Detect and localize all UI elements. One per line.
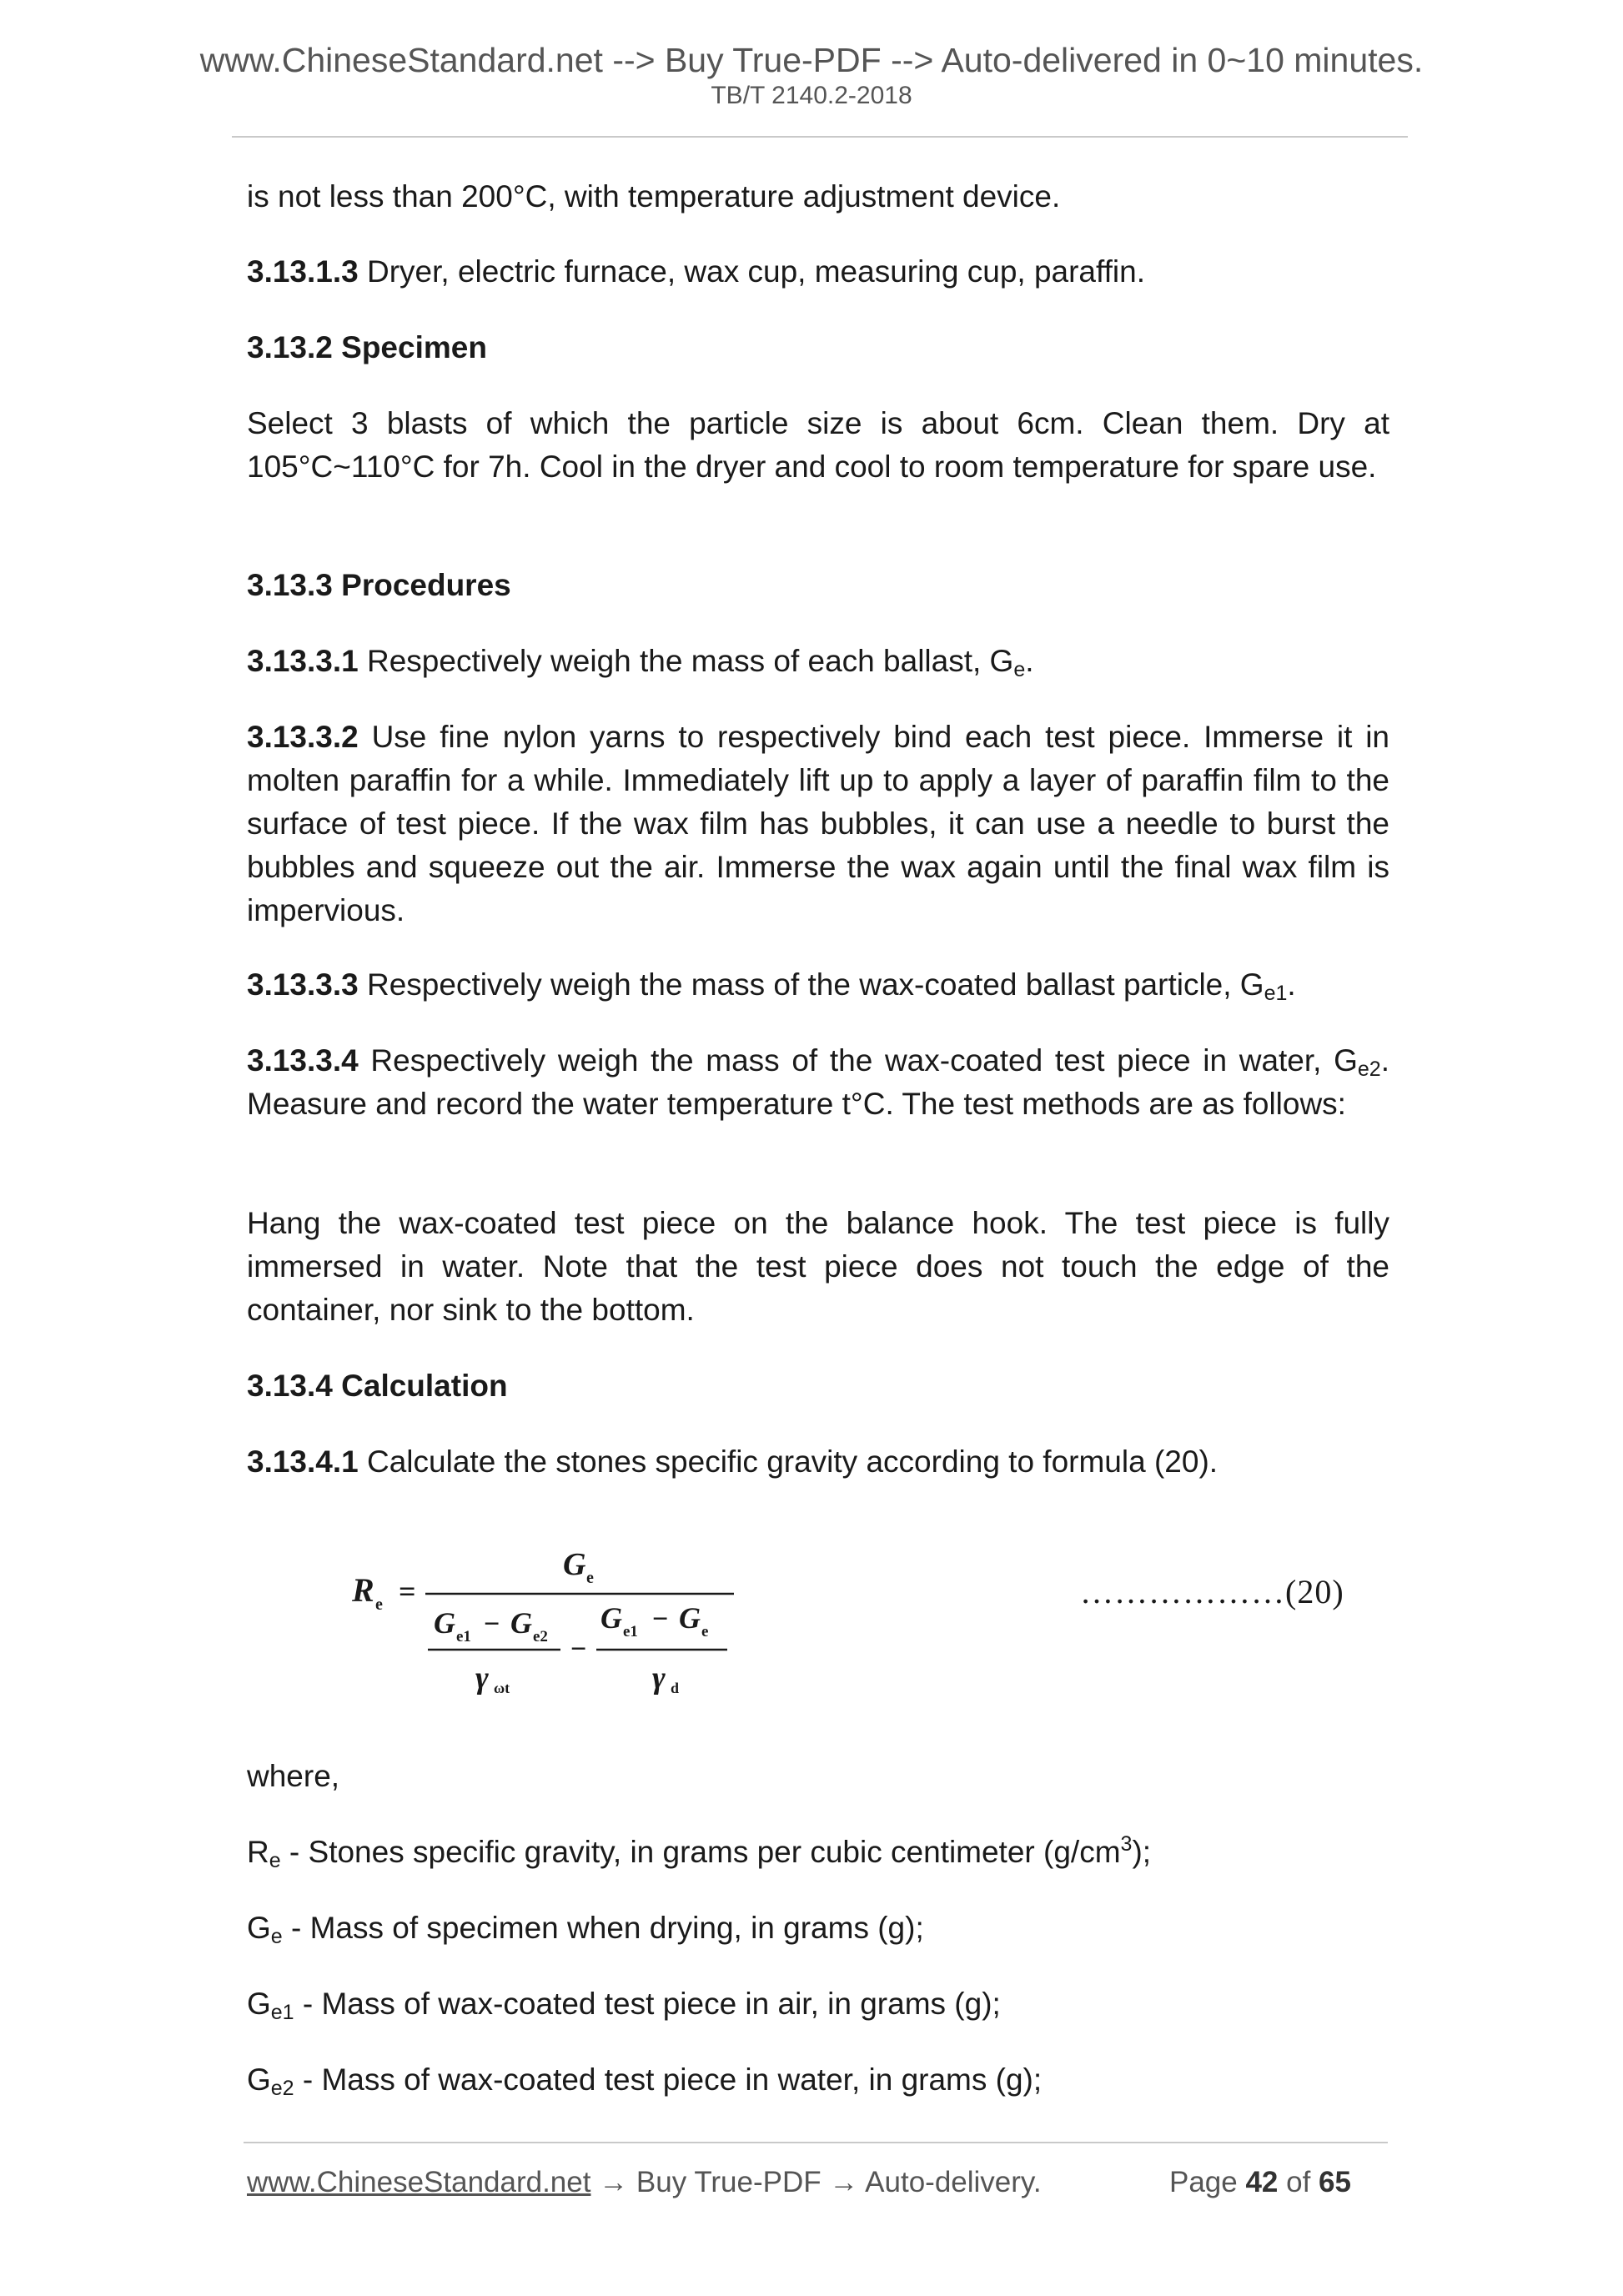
clause-number: 3.13.3.2	[247, 720, 359, 754]
formula-lhs: R	[352, 1571, 374, 1609]
subscript: e2	[1357, 1058, 1381, 1081]
where-label: where,	[247, 1759, 340, 1793]
heading-procedures	[247, 564, 1389, 607]
definition-text: - Mass of specimen when drying, in grams (g);	[282, 1911, 924, 1945]
page-indicator	[1169, 2166, 1351, 2199]
clause-text: Calculate the stones specific gravity according to formula (20).	[358, 1444, 1219, 1479]
header-banner[interactable]: www.ChineseStandard.net --> Buy True-PDF --> Auto-delivered in 0~10 minutes.	[199, 41, 1424, 79]
heading-text: 3.13.3 Procedures	[247, 568, 511, 602]
page-total: 65	[1319, 2166, 1351, 2198]
clause-text: Respectively weigh the mass of each ballast, G	[358, 644, 1014, 678]
subscript: e1	[270, 2001, 294, 2024]
paragraph-hang: Hang the wax-coated test piece on the balance hook. The test piece is fully immersed in water. Note that the test piece does not touch the edge of the container, nor sink to the bottom.	[247, 1206, 1389, 1327]
term1-den: γ	[475, 1660, 489, 1696]
document-number: TB/T 2140.2-2018	[711, 82, 912, 109]
formula-equals: =	[399, 1575, 416, 1608]
header-divider	[232, 136, 1408, 138]
equation-number: ………………(20)	[1080, 1573, 1344, 1610]
heading-text: 3.13.4 Calculation	[247, 1369, 508, 1403]
clause-end: . Measure and record the water temperature t°C. The test methods are as follows:	[247, 1043, 1389, 1121]
term2-minus: −	[652, 1604, 669, 1635]
clause-text: Use fine nylon yarns to respectively bind each test piece. Immerse it in molten paraffin for a while. Immediately lift up to apply a layer of paraffin film to the surface of test piece. If the wax film has bubbles, it can use a needle to burst the bubbles and squeeze out the air. Immerse the wax again until the final wax film is impervious.	[247, 720, 1389, 927]
clause-3-13-3-4	[247, 1039, 1389, 1126]
formula-20	[342, 1533, 776, 1708]
clause-number: 3.13.3.3	[247, 967, 359, 1002]
clause-number: 3.13.3.4	[247, 1043, 359, 1078]
symbol: R	[247, 1835, 269, 1869]
subscript: e	[270, 1925, 283, 1948]
clause-end: .	[1287, 967, 1296, 1002]
term1-a: G	[434, 1606, 455, 1640]
of-label: of	[1278, 2166, 1319, 2198]
heading-specimen	[247, 326, 1389, 369]
formula-lhs-sub: e	[375, 1595, 383, 1614]
heading-calculation	[247, 1364, 1389, 1408]
clause-end: .	[1025, 644, 1034, 678]
paragraph-specimen: Select 3 blasts of which the particle size is about 6cm. Clean them. Dry at 105°C~110°C for 7h. Cool in the dryer and cool to room temperature for spare use.	[247, 406, 1389, 484]
term1-minus: −	[484, 1609, 500, 1640]
footer-link[interactable]: www.ChineseStandard.net	[247, 2166, 591, 2198]
term1-b: G	[510, 1606, 532, 1640]
term2-b-sub: e	[701, 1623, 709, 1640]
clause-text: Respectively weigh the mass of the wax-coated ballast particle, G	[358, 967, 1264, 1002]
clause-3-13-3-2	[247, 716, 1389, 932]
clause-text: Respectively weigh the mass of the wax-coated test piece in water, G	[358, 1043, 1358, 1078]
symbol: G	[247, 1987, 271, 2021]
definition-ge	[247, 1907, 1389, 1950]
definition-text: - Mass of wax-coated test piece in air, in grams (g);	[294, 1987, 1001, 2021]
definition-text: - Stones specific gravity, in grams per cubic centimeter (g/cm	[280, 1835, 1121, 1869]
footer-promo-text: → Buy True-PDF → Auto-delivery.	[590, 2166, 1042, 2198]
paragraph-continued: is not less than 200°C, with temperature adjustment device.	[247, 179, 1061, 214]
term1-den-sub: ωt	[494, 1680, 510, 1696]
clause-3-13-3-3	[247, 963, 1389, 1007]
subscript: e	[269, 1849, 281, 1872]
term2-den: γ	[652, 1660, 666, 1696]
terms-minus: −	[570, 1634, 587, 1665]
subscript: e2	[270, 2077, 294, 2100]
term1-b-sub: e2	[533, 1628, 548, 1645]
term2-den-sub: d	[671, 1680, 680, 1696]
definition-ge1	[247, 1982, 1389, 2026]
page-label: Page	[1169, 2166, 1246, 2198]
formula-numerator-sub: e	[586, 1569, 594, 1587]
subscript: e1	[1264, 982, 1288, 1005]
clause-number: 3.13.4.1	[247, 1444, 359, 1479]
symbol: G	[247, 2062, 271, 2097]
clause-3-13-4-1	[247, 1440, 1389, 1484]
definition-end: );	[1132, 1835, 1152, 1869]
superscript: 3	[1120, 1832, 1133, 1856]
definition-ge2	[247, 2058, 1389, 2102]
clause-number: 3.13.3.1	[247, 644, 359, 678]
definition-re	[247, 1831, 1389, 1874]
subscript: e	[1013, 658, 1026, 681]
clause-number: 3.13.1.3	[247, 254, 359, 289]
formula-numerator: G	[563, 1547, 586, 1582]
term2-a: G	[600, 1601, 622, 1635]
symbol: G	[247, 1911, 271, 1945]
term1-a-sub: e1	[456, 1628, 471, 1645]
clause-3-13-3-1	[247, 640, 1389, 683]
definition-text: - Mass of wax-coated test piece in water, in grams (g);	[294, 2062, 1043, 2097]
page-number: 42	[1245, 2166, 1279, 2198]
heading-text: 3.13.2 Specimen	[247, 330, 487, 364]
term2-a-sub: e1	[623, 1623, 638, 1640]
clause-3-13-1-3	[247, 250, 1389, 294]
clause-text: Dryer, electric furnace, wax cup, measuring cup, paraffin.	[358, 254, 1145, 289]
term2-b: G	[679, 1601, 701, 1635]
footer-promo	[247, 2166, 1042, 2199]
footer-divider	[244, 2142, 1388, 2143]
